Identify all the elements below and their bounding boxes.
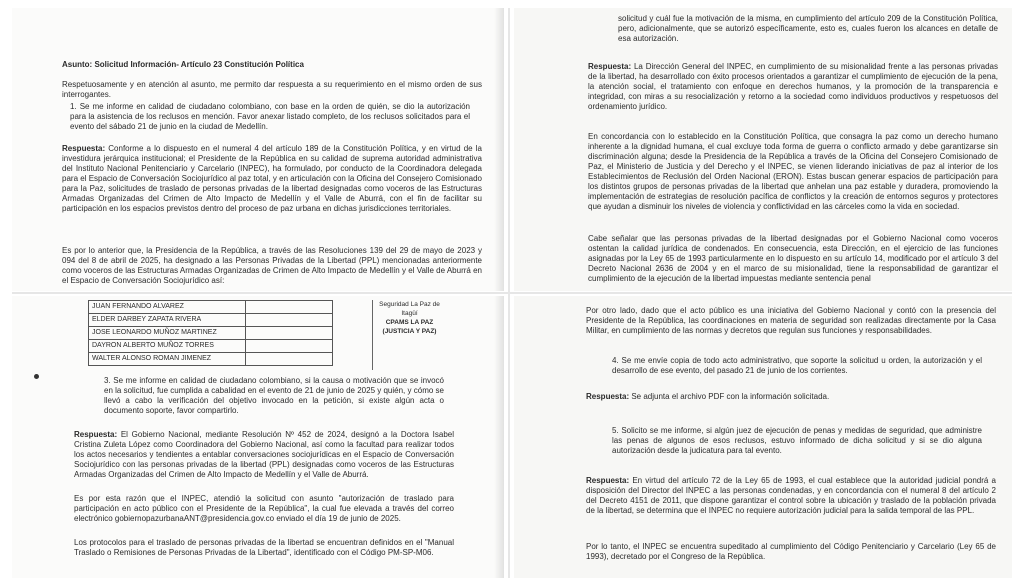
response-3	[74, 430, 454, 480]
page-bottom-left	[12, 296, 504, 578]
horizontal-divider	[12, 292, 1012, 294]
stamp-line: (JUSTICIA Y PAZ)	[382, 328, 437, 335]
table-row	[89, 301, 333, 314]
table-cell-name: JUAN FERNANDO ALVAREZ	[89, 301, 246, 314]
table-cell-name: DAYRON ALBERTO MUÑOZ TORRES	[89, 340, 246, 353]
table-cell-name: WALTER ALONSO ROMAN JIMENEZ	[89, 353, 246, 366]
page-bottom-right	[514, 296, 1012, 578]
stamp-line: CPAMS LA PAZ	[385, 319, 434, 326]
response-text: Se adjunta el archivo PDF con la información solicitada.	[629, 392, 830, 401]
paragraph-casa-militar: Por otro lado, dado que el acto público es una iniciativa del Gobierno Nacional y contó con la presencia del Presidente de la República, las coordinaciones en materia de seguridad son realizadas directamente por la Casa Militar, en cumplimiento de las normas y decretos que regulan sus funciones y responsabilidades.	[586, 306, 996, 335]
paragraph-paz: En concordancia con lo establecido en la Constitución Política, que consagra la paz como un derecho humano inherente a la dignidad humana, el cual excluye toda forma de guerra o conflicto armado y debe garantizarse sin discriminación alguna; desde la Presidencia de la República a través de la Oficina del Consejero Comisionado de Paz, el Ministerio de Justicia y del Derecho y el INPEC, se vienen liderando iniciativas de paz al interior de los Establecimientos de Reclusión del Orden Nacional (ERON). Estas buscan generar espacios de participación para los distintos grupos de personas privadas de la libertad que anhelan una paz estable y duradera, promoviendo la implementación de estrategias de resolución pacífica de conflictos y la creación de entornos seguros y protectores que ayudan a disminuir los niveles de violencia y conflictividad en las cárceles como la vida en sociedad.	[588, 132, 998, 211]
table-row	[89, 314, 333, 327]
response-5	[586, 476, 996, 516]
voceros-table	[88, 300, 333, 366]
paragraph-voceros: Cabe señalar que las personas privadas de la libertad designadas por el Gobierno Nacional como voceros ostentan la calidad jurídica de condenados. En consecuencia, esta Dirección, en el ejercicio de las funciones asignadas por la Ley 65 de 1993 particularmente en lo dispuesto en su artículo 14, modificado por el artículo 3 del Decreto Nacional 2636 de 2004 y en el marco de su misionalidad, tiene la responsabilidad de garantizar el cumplimiento de la ejecución de la libertad impuestas mediante sentencia penal	[588, 234, 998, 283]
paragraph-codigo: Por lo tanto, el INPEC se encuentra supeditado al cumplimiento del Código Penitenciario y Carcelario (Ley 65 de 1993), decretado por el Congreso de la República.	[586, 542, 996, 561]
response-text: En virtud del artículo 72 de la Ley 65 de 1993, el cual establece que la autoridad judicial pondrá a disposición del Director del INPEC a las personas condenadas, y en concordancia con el numeral 8 del artículo 2 del Decreto 4151 de 2011, que dispone garantizar el control sobre la ubicación y traslado de la población privada de la libertad, se determina que el INPEC no requiere autorización judicial para la salida temporal de las PPL.	[586, 476, 996, 515]
page-top-right	[514, 8, 1012, 291]
stamp-line: Itagüí	[401, 310, 418, 317]
response-text: El Gobierno Nacional, mediante Resolución Nº 452 de 2024, designó a la Doctora Isabel Cristina Zuleta López como Coordinadora del Gobierno Nacional, así como la facultad para realizar todos los actos necesarios y tendientes a entablar conversaciones sociojurídicas en el Espacio de Conversación Sociojurídico con las personas privadas de la libertad (PPL) designadas como voceros de las Estructuras Armadas Organizadas del Crimen de Alto Impacto de Medellín y el Valle de Aburrá.	[74, 430, 454, 479]
establishment-column	[372, 300, 442, 370]
intro-paragraph: Respetuosamente y en atención al asunto, me permito dar respuesta a su requerimiento en el mismo orden de sus interrogantes.	[62, 80, 482, 99]
asunto-line: Asunto: Solicitud Información- Artículo 23 Constitución Política	[62, 60, 304, 69]
response-label: Respuesta:	[586, 476, 630, 485]
question-3: 3. Se me informe en calidad de ciudadano colombiano, si la causa o motivación que se invocó en la solicitud, fue cumplida a cabalidad en el evento de 21 de junio de 2025 y quién, y cómo se llevó a cabo la verificación del objetivo invocado en la petición, si existe algún acta o documento soporte, favor compartirlo.	[104, 376, 444, 415]
response-label: Respuesta:	[586, 392, 630, 401]
table-row	[89, 327, 333, 340]
response-1	[62, 144, 482, 214]
response-label: Respuesta:	[74, 430, 118, 439]
table-row	[89, 353, 333, 366]
bullet-icon	[34, 374, 39, 379]
table-cell-name: JOSE LEONARDO MUÑOZ MARTINEZ	[89, 327, 246, 340]
response-text: Conforme a lo dispuesto en el numeral 4 del artículo 189 de la Constitución Política, y en virtud de la investidura jerárquica institucional; el Presidente de la República en su calidad de suprema autoridad administrativa del Instituto Nacional Penitenciario y Carcelario (INPEC), ha formulado, por conducto de la Coordinadora delegada para el Espacio de Conversación Sociojurídico al paz total, y en articulación con la Oficina del Consejero Comisionado para la Paz, solicitudes de traslado de personas privadas de la libertad designadas como voceros de las Estructuras Armadas Organizadas del Crimen de Alto Impacto de Medellín y el Valle de Aburrá, con el fin de facilitar su participación en los espacios previstos dentro del proceso de paz urbana en dichas jurisdicciones territoriales.	[62, 144, 482, 213]
stamp-line: Seguridad La Paz de	[379, 301, 440, 308]
response-label: Respuesta:	[62, 144, 106, 153]
question-1: 1. Se me informe en calidad de ciudadano colombiano, con base en la orden de quién, se dio la autorización para la asistencia de los reclusos en mención. Favor anexar listado completo, de los reclusos solicitados para el evento del sábado 21 de junio en la ciudad de Medellín.	[70, 102, 470, 131]
table-cell-name: ELDER DARBEY ZAPATA RIVERA	[89, 314, 246, 327]
paragraph-continuation: solicitud y cuál fue la motivación de la misma, en cumplimiento del artículo 209 de la Constitución Política, pero, adicionalmente, que se autorizó específicamente, esto es, cuales fueron los alcances en detalle de esa autorización.	[618, 14, 998, 43]
question-5: 5. Solicito se me informe, si algún juez de ejecución de penas y medidas de seguridad, que administre las penas de algunos de esos reclusos, estuvo informado de dicha solicitud y si se dio alguna autorización desde la judicatura para tal evento.	[612, 426, 982, 455]
page-top-left	[12, 8, 504, 291]
response-text: La Dirección General del INPEC, en cumplimiento de su misionalidad frente a las personas privadas de la libertad, ha desarrollado con éxito procesos orientados a garantizar el cumplimiento de ejecución de la pena, la atención social, el tratamiento con enfoque en derechos humanos, y la promoción de la transparencia e integridad, con miras a su resocialización y retorno a la sociedad como individuos productivos y respetuosos del ordenamiento jurídico.	[588, 62, 998, 111]
page-shadow	[494, 296, 504, 578]
page-shadow	[494, 8, 504, 291]
paragraph-resoluciones: Es por lo anterior que, la Presidencia de la República, a través de las Resoluciones 139 del 29 de mayo de 2023 y 094 del 8 de abril de 2025, ha designado a las Personas Privadas de la Libertad (PPL) mencionadas anteriormente como voceros de las Estructuras Armadas Organizadas de Crimen de Alto Impacto de Medellín y el Valle de Aburrá en el Espacio de Conversación Sociojurídico así:	[62, 246, 482, 285]
paragraph-inpec: Es por esta razón que el INPEC, atendió la solicitud con asunto "autorización de traslado para participación en acto público con el Presidente de la República", la cual fue elevada a través del correo electrónico gobiernopazurbanaANT@presidencia.gov.co enviado el día 19 de junio de 2025.	[74, 494, 454, 523]
response-label: Respuesta:	[588, 62, 632, 71]
response-2	[588, 62, 998, 112]
table-row	[89, 340, 333, 353]
paragraph-protocolos: Los protocolos para el traslado de personas privadas de la libertad se encuentran definidos en el "Manual Traslado o Remisiones de Personas Privadas de la Libertad", identificado con el Código PM-SP-M06.	[74, 538, 454, 557]
question-4: 4. Se me envíe copia de todo acto administrativo, que soporte la solicitud u orden, la autorización y el desarrollo de ese evento, del pasado 21 de junio de los corrientes.	[612, 356, 982, 375]
response-4	[586, 392, 996, 402]
